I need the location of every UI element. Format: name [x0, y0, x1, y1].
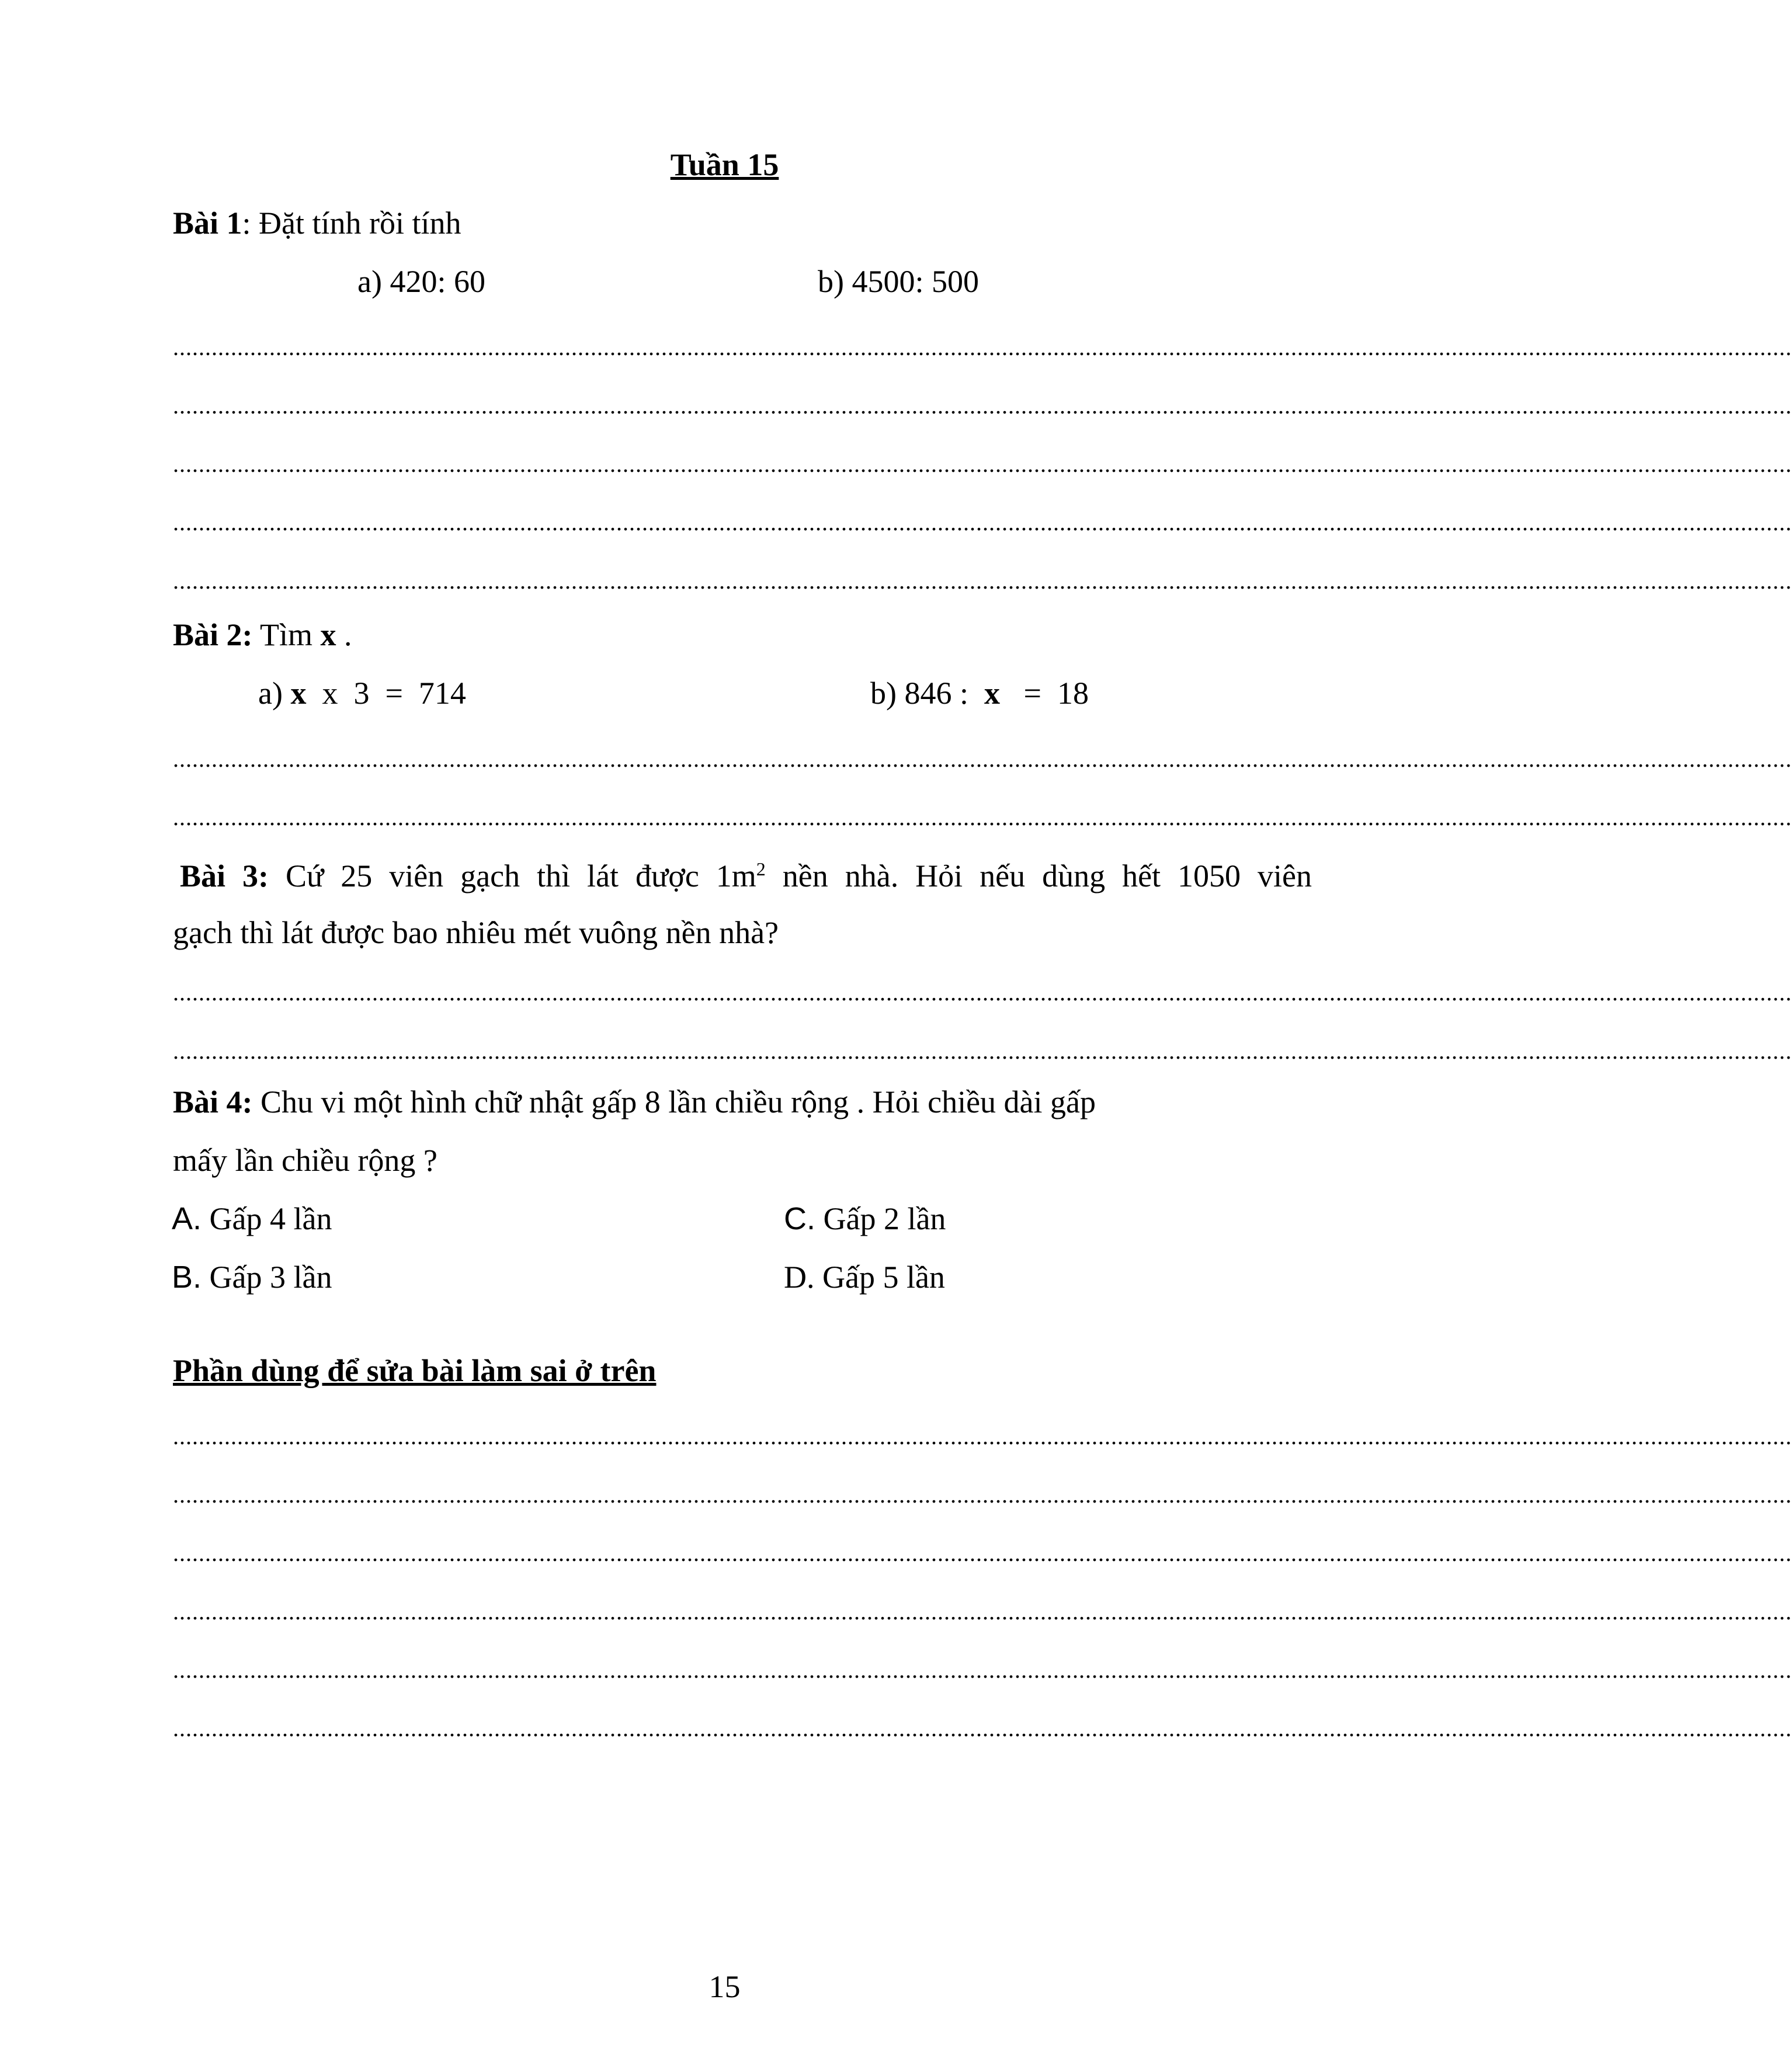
answer-line[interactable]: ............................................................................................................................................................................................................................................................ — [173, 1423, 1792, 1449]
answer-line[interactable]: ............................................................................................................................................................................................................................................................ — [173, 1657, 1792, 1683]
answer-line[interactable]: ............................................................................................................................................................................................................................................................ — [173, 392, 1792, 419]
option-c[interactable]: C. Gấp 2 lần — [784, 1201, 946, 1236]
variable-x: x — [290, 676, 307, 711]
answer-line[interactable]: ............................................................................................................................................................................................................................................................ — [173, 1482, 1792, 1508]
exercise-2-heading — [173, 616, 352, 653]
exercise-1-text: : Đặt tính rồi tính — [242, 206, 461, 241]
exercise-2-b: b) 846 : x = 18 — [870, 676, 1089, 711]
option-c-letter: C. — [784, 1201, 815, 1236]
exercise-1-heading — [173, 204, 461, 242]
superscript: 2 — [756, 858, 766, 879]
variable-x: x — [984, 676, 1000, 711]
variable-x: x — [320, 617, 336, 652]
answer-line[interactable]: ............................................................................................................................................................................................................................................................ — [173, 979, 1792, 1006]
option-d[interactable]: D. Gấp 5 lần — [784, 1260, 945, 1295]
page-number: 15 — [709, 1969, 741, 2004]
exercise-2-text: Tìm — [252, 617, 321, 652]
exercise-4-line-2: mấy lần chiều rộng ? — [173, 1143, 437, 1178]
answer-line[interactable]: ............................................................................................................................................................................................................................................................ — [173, 746, 1792, 772]
page-title: Tuần 15 — [670, 147, 779, 182]
exercise-2-dot: . — [336, 617, 352, 652]
answer-line[interactable]: ............................................................................................................................................................................................................................................................ — [173, 1598, 1792, 1625]
answer-line[interactable]: ............................................................................................................................................................................................................................................................ — [173, 1038, 1792, 1064]
answer-line[interactable]: ............................................................................................................................................................................................................................................................ — [173, 334, 1792, 360]
answer-line[interactable]: ............................................................................................................................................................................................................................................................ — [173, 1715, 1792, 1741]
option-a[interactable]: A. Gấp 4 lần — [172, 1201, 332, 1236]
exercise-2-label: Bài 2: — [173, 617, 253, 652]
exercise-4-line-1: Bài 4: Chu vi một hình chữ nhật gấp 8 lần chiều rộng . Hỏi chiều dài gấp — [173, 1084, 1096, 1119]
answer-line[interactable]: ............................................................................................................................................................................................................................................................ — [173, 451, 1792, 477]
option-a-letter: A. — [172, 1201, 202, 1236]
exercise-2-a: a) x x 3 = 714 — [258, 676, 466, 711]
correction-heading: Phần dùng để sửa bài làm sai ở trên — [173, 1353, 657, 1388]
answer-line[interactable]: ............................................................................................................................................................................................................................................................ — [173, 568, 1792, 594]
answer-line[interactable]: ............................................................................................................................................................................................................................................................ — [173, 1540, 1792, 1566]
option-b-letter: B. — [172, 1260, 202, 1295]
exercise-3-line-1: Bài 3: Cứ 25 viên gạch thì lát được $1m^2$ nền nhà. Hỏi nếu dùng hết 1050 viên — [180, 858, 1312, 893]
answer-line[interactable]: ............................................................................................................................................................................................................................................................ — [173, 804, 1792, 830]
exercise-3-line-2: gạch thì lát được bao nhiêu mét vuông nền nhà? — [173, 915, 779, 950]
answer-line[interactable]: ............................................................................................................................................................................................................................................................ — [173, 509, 1792, 536]
exercise-4-label: Bài 4: — [173, 1084, 253, 1119]
option-b[interactable]: B. Gấp 3 lần — [172, 1260, 332, 1295]
exercise-1-a: a) 420: 60 — [357, 264, 485, 299]
exercise-1-label: Bài 1 — [173, 206, 242, 241]
exercise-1-b: b) 4500: 500 — [818, 264, 979, 299]
exercise-3-label: Bài 3: — [180, 858, 269, 893]
